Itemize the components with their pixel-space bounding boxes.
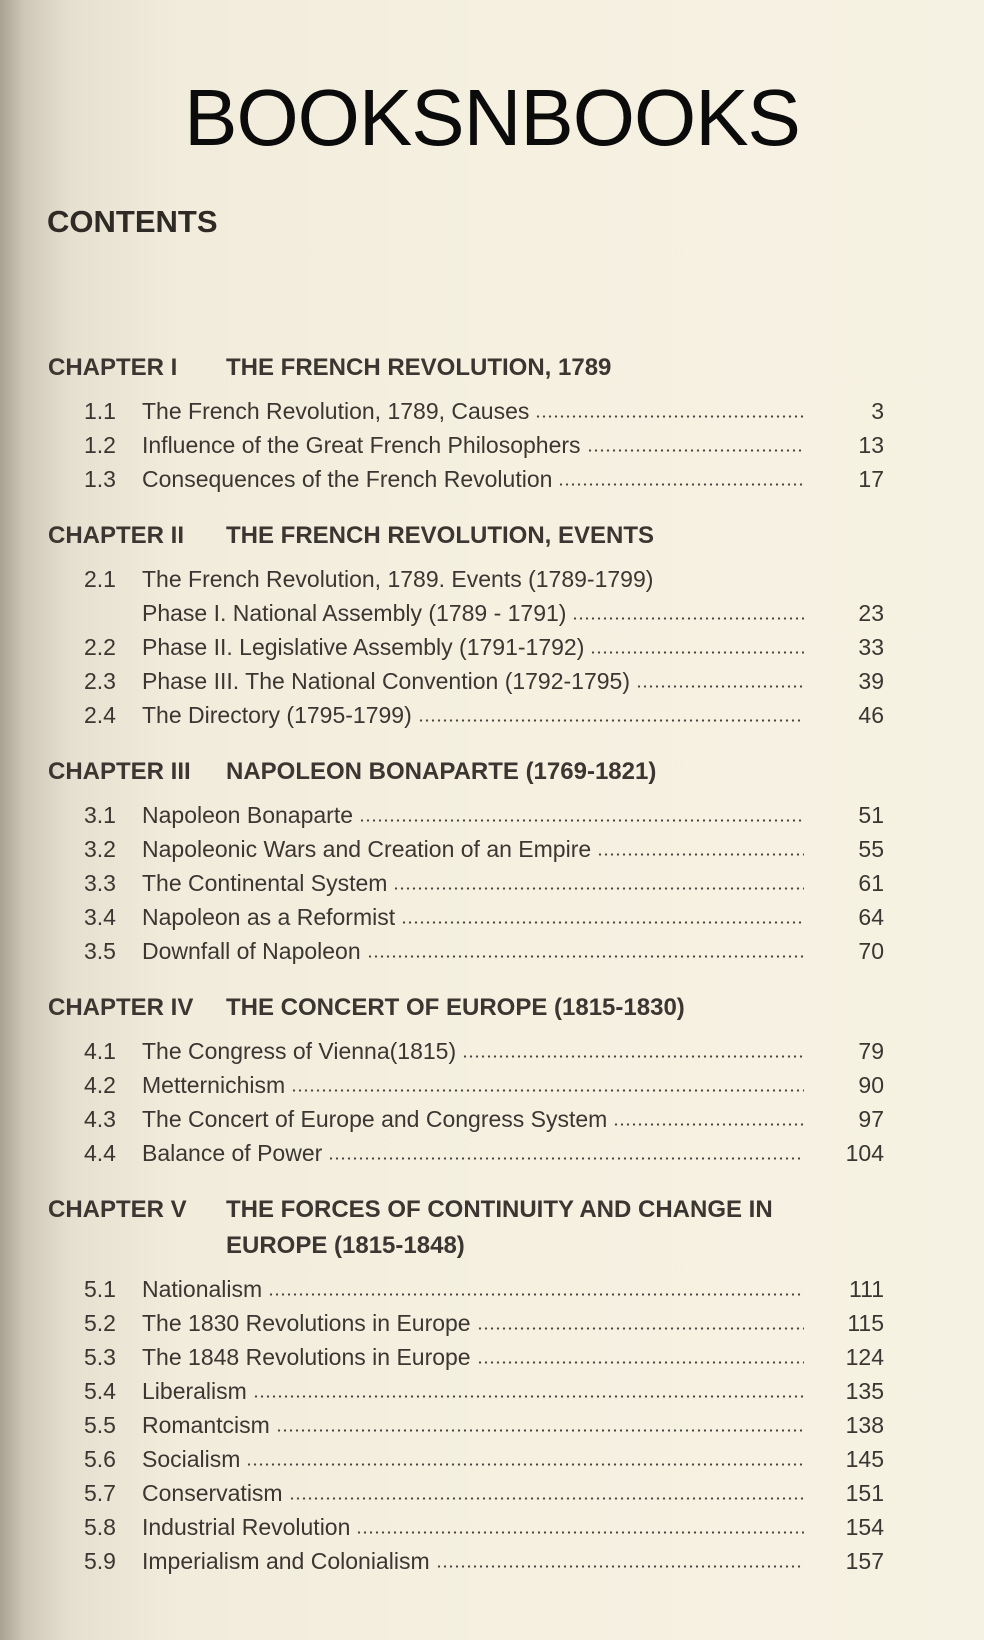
brand-title: BOOKSNBOOKS: [184, 73, 800, 162]
chapter-title: THE FRENCH REVOLUTION, EVENTS: [226, 522, 655, 549]
page-number: 135: [845, 1378, 884, 1404]
dot-leader: [253, 1395, 804, 1398]
page-number: 154: [845, 1514, 884, 1540]
section-title: The Continental System: [142, 870, 388, 896]
toc-entry[interactable]: [48, 1034, 888, 1068]
section-number: 2.2: [84, 634, 116, 660]
section-number: 3.4: [84, 904, 116, 930]
contents-heading: CONTENTS: [47, 204, 218, 239]
table-of-contents: [48, 350, 888, 1578]
section-title: Balance of Power: [142, 1140, 323, 1166]
section-title: Influence of the Great French Philosophers: [142, 432, 581, 458]
dot-leader: [535, 415, 804, 418]
toc-entry[interactable]: [48, 1374, 888, 1408]
section-number: 1.2: [84, 432, 116, 458]
page-number: 33: [858, 634, 884, 660]
page-number: 3: [871, 398, 884, 424]
section-number: 2.3: [84, 668, 116, 694]
chapter-title: NAPOLEON BONAPARTE (1769-1821): [226, 758, 657, 785]
dot-leader: [359, 819, 804, 822]
toc-entry[interactable]: [48, 394, 888, 428]
page-number: 17: [858, 466, 884, 492]
page-number: 70: [858, 938, 884, 964]
toc-entry[interactable]: [48, 900, 888, 934]
chapter-title: THE CONCERT OF EUROPE (1815-1830): [226, 994, 685, 1021]
dot-leader: [558, 483, 804, 486]
dot-leader: [436, 1565, 804, 1568]
section-number: 4.4: [84, 1140, 116, 1166]
section-number: 5.9: [84, 1548, 116, 1574]
section-title: The French Revolution, 1789. Events (1789-1799): [142, 566, 654, 592]
dot-leader: [356, 1531, 804, 1534]
page-number: 23: [858, 600, 884, 626]
toc-entry[interactable]: [48, 1102, 888, 1136]
section-title: Romantcism: [142, 1412, 270, 1438]
section-title: The Congress of Vienna(1815): [142, 1038, 457, 1064]
chapter-title: THE FORCES OF CONTINUITY AND CHANGE IN EUROPE (1815-1848): [226, 1196, 773, 1259]
page-number: 115: [847, 1310, 884, 1336]
section-title: The Directory (1795-1799): [142, 702, 412, 728]
dot-leader: [328, 1157, 804, 1160]
section-number: 2.1: [84, 566, 116, 592]
dot-leader: [418, 719, 804, 722]
section-number: 4.1: [84, 1038, 116, 1064]
section-title: The 1830 Revolutions in Europe: [142, 1310, 471, 1336]
section-number: 5.4: [84, 1378, 116, 1404]
section-number: 5.7: [84, 1480, 116, 1506]
chapter-label: CHAPTER IV: [48, 994, 194, 1021]
section-title: Phase III. The National Convention (1792-1795): [142, 668, 630, 694]
dot-leader: [401, 921, 804, 924]
page-number: 97: [858, 1106, 884, 1132]
toc-entry[interactable]: [48, 698, 888, 732]
section-title: Downfall of Napoleon: [142, 938, 361, 964]
page-number: 39: [858, 668, 884, 694]
section-number: 3.5: [84, 938, 116, 964]
toc-entry[interactable]: [48, 1442, 888, 1476]
dot-leader: [636, 685, 804, 688]
chapter-heading: [48, 990, 888, 1034]
section-title: Consequences of the French Revolution: [142, 466, 553, 492]
section-number: 5.3: [84, 1344, 116, 1370]
section-title: Liberalism: [142, 1378, 247, 1404]
page-number: 61: [858, 870, 884, 896]
toc-entry[interactable]: [48, 1272, 888, 1306]
dot-leader: [572, 617, 804, 620]
section-number: 1.3: [84, 466, 116, 492]
toc-entry[interactable]: [48, 664, 888, 698]
chapter-heading: [48, 1192, 888, 1272]
chapter-label: CHAPTER III: [48, 758, 191, 785]
section-title: Napoleon Bonaparte: [142, 802, 353, 828]
page-number: 104: [845, 1140, 884, 1166]
chapter-label: CHAPTER V: [48, 1196, 187, 1223]
section-title: Nationalism: [142, 1276, 263, 1302]
section-title: Metternichism: [142, 1072, 286, 1098]
section-title: Industrial Revolution: [142, 1514, 351, 1540]
section-title: Imperialism and Colonialism: [142, 1548, 430, 1574]
chapter-heading: [48, 350, 888, 394]
toc-entry[interactable]: [48, 866, 888, 900]
page-number: 13: [858, 432, 884, 458]
toc-entry[interactable]: [48, 1136, 888, 1170]
toc-entry[interactable]: [48, 462, 888, 496]
dot-leader: [462, 1055, 804, 1058]
toc-entry[interactable]: [48, 1306, 888, 1340]
page-number: 157: [845, 1548, 884, 1574]
toc-entry[interactable]: [48, 798, 888, 832]
toc-entry[interactable]: [48, 562, 888, 596]
section-number: 3.1: [84, 802, 116, 828]
page-number: 90: [858, 1072, 884, 1098]
section-number: 5.6: [84, 1446, 116, 1472]
toc-entry[interactable]: [48, 832, 888, 866]
dot-leader: [276, 1429, 804, 1432]
toc-entry[interactable]: [48, 596, 888, 630]
page-number: 138: [845, 1412, 884, 1438]
section-number: 3.2: [84, 836, 116, 862]
section-number: 5.5: [84, 1412, 116, 1438]
chapter-title: THE FRENCH REVOLUTION, 1789: [226, 354, 612, 381]
section-number: 3.3: [84, 870, 116, 896]
toc-entry[interactable]: [48, 428, 888, 462]
dot-leader: [613, 1123, 804, 1126]
page-number: 64: [858, 904, 884, 930]
section-title: The 1848 Revolutions in Europe: [142, 1344, 471, 1370]
page-number: 151: [845, 1480, 884, 1506]
page-number: 111: [849, 1276, 884, 1302]
section-title: Phase I. National Assembly (1789 - 1791): [142, 600, 567, 626]
toc-entry[interactable]: [48, 1510, 888, 1544]
section-number: 5.1: [84, 1276, 116, 1302]
dot-leader: [291, 1089, 804, 1092]
page-number: 124: [845, 1344, 884, 1370]
section-title: Conservatism: [142, 1480, 283, 1506]
section-number: 4.2: [84, 1072, 116, 1098]
dot-leader: [590, 651, 804, 654]
dot-leader: [367, 955, 804, 958]
dot-leader: [477, 1361, 804, 1364]
dot-leader: [597, 853, 804, 856]
page-number: 79: [858, 1038, 884, 1064]
toc-entry[interactable]: [48, 1476, 888, 1510]
chapter-heading: [48, 518, 888, 562]
toc-entry[interactable]: [48, 1340, 888, 1374]
page-number: 145: [845, 1446, 884, 1472]
section-title: Napoleonic Wars and Creation of an Empire: [142, 836, 592, 862]
toc-entry[interactable]: [48, 1544, 888, 1578]
chapter-label: CHAPTER I: [48, 354, 178, 381]
toc-entry[interactable]: [48, 630, 888, 664]
section-number: 1.1: [84, 398, 116, 424]
section-title: The Concert of Europe and Congress System: [142, 1106, 608, 1132]
toc-entry[interactable]: [48, 1068, 888, 1102]
section-number: 4.3: [84, 1106, 116, 1132]
page-number: 46: [858, 702, 884, 728]
dot-leader: [246, 1463, 804, 1466]
section-title: Socialism: [142, 1446, 241, 1472]
section-number: 5.2: [84, 1310, 116, 1336]
dot-leader: [268, 1293, 804, 1296]
section-number: 2.4: [84, 702, 116, 728]
section-title: Napoleon as a Reformist: [142, 904, 396, 930]
section-title: Phase II. Legislative Assembly (1791-1792): [142, 634, 585, 660]
section-title: The French Revolution, 1789, Causes: [142, 398, 530, 424]
section-number: 5.8: [84, 1514, 116, 1540]
dot-leader: [477, 1327, 804, 1330]
dot-leader: [587, 449, 804, 452]
toc-entry[interactable]: [48, 1408, 888, 1442]
dot-leader: [289, 1497, 804, 1500]
chapter-heading: [48, 754, 888, 798]
page-number: 51: [858, 802, 884, 828]
toc-entry[interactable]: [48, 934, 888, 968]
chapter-label: CHAPTER II: [48, 522, 185, 549]
page-number: 55: [858, 836, 884, 862]
dot-leader: [393, 887, 804, 890]
